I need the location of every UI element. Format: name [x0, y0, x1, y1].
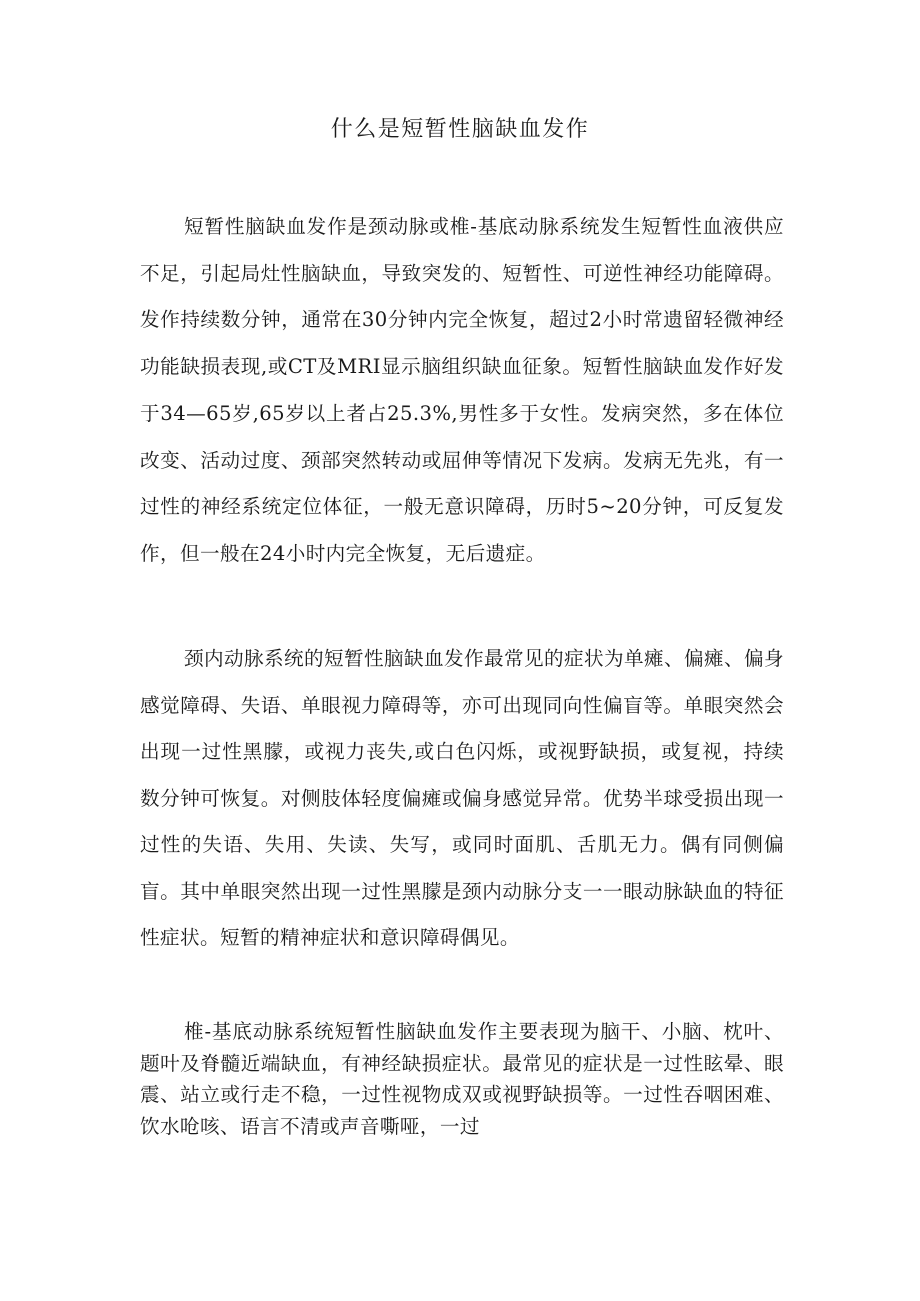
document-title: 什么是短暂性脑缺血发作: [330, 117, 590, 142]
paragraph-vertebrobasilar-symptoms: 椎-基底动脉系统短暂性脑缺血发作主要表现为脑干、小脑、枕叶、题叶及脊髓近端缺血，有神经缺损症状。最常见的症状是一过性眩晕、眼震、站立或行走不稳，一过性视物成双或视野缺损等。一过性吞咽困难、饮水呛咳、语言不清或声音嘶哑，一过: [140, 1020, 784, 1138]
paragraph-carotid-symptoms: 颈内动脉系统的短暂性脑缺血发作最常见的症状为单瘫、偏瘫、偏身感觉障碍、失语、单眼视力障碍等，亦可出现同向性偏盲等。单眼突然会出现一过性黑朦，或视力丧失,或白色闪烁，或视野缺损，或复视，持续数分钟可恢复。对侧肢体轻度偏瘫或偏身感觉异常。优势半球受损出现一过性的失语、失用、失读、失写，或同时面肌、舌肌无力。偶有同侧偏盲。其中单眼突然出现一过性黑朦是颈内动脉分支一一眼动脉缺血的特征性症状。短暂的精神症状和意识障碍偶见。: [140, 647, 784, 949]
paragraph-tia-definition: 短暂性脑缺血发作是颈动脉或椎-基底动脉系统发生短暂性血液供应不足，引起局灶性脑缺血，导致突发的、短暂性、可逆性神经功能障碍。发作持续数分钟，通常在30分钟内完全恢复，超过2小时常遗留轻微神经功能缺损表现,或CT及MRI显示脑组织缺血征象。短暂性脑缺血发作好发于34—65岁,65岁以上者占25.3%,男性多于女性。发病突然，多在体位改变、活动过度、颈部突然转动或屈伸等情况下发病。发病无先兆，有一过性的神经系统定位体征，一般无意识障碍，历时5~20分钟，可反复发作，但一般在24小时内完全恢复，无后遗症。: [140, 215, 784, 565]
